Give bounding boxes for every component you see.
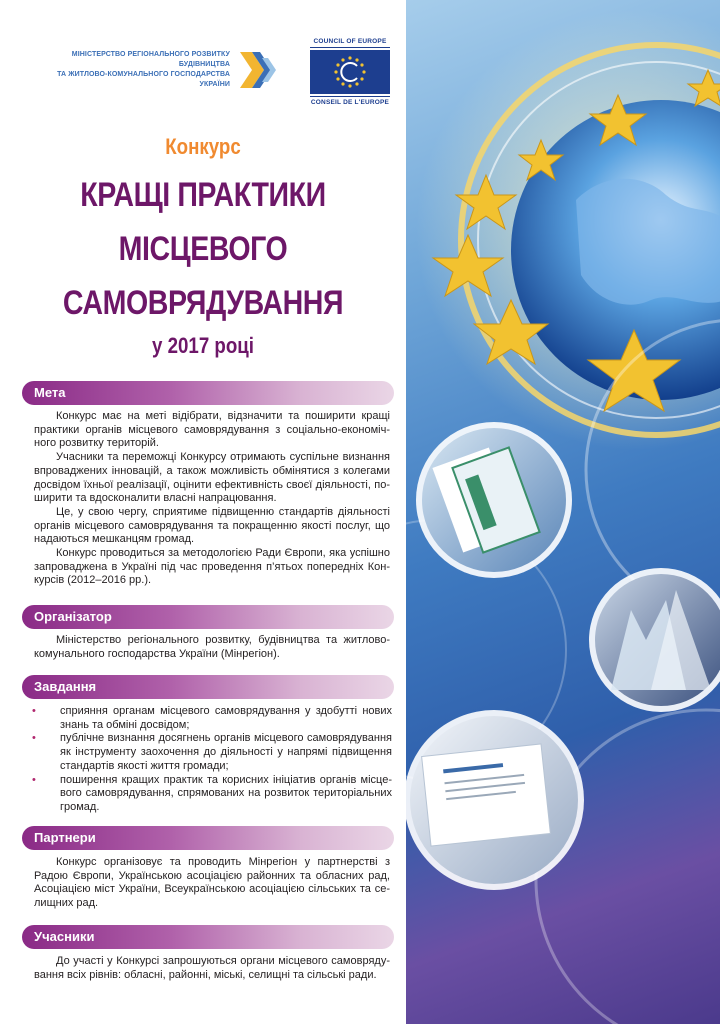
partners-text: Конкурс організовує та проводить Мінрегіон у партнерстві з Радою Європи, Українською асоціацією районних та обласних рад, Асоціацією міст України, Всеукраїнською асоціацією сільських та селищних рад. <box>34 856 390 910</box>
goal-paragraph: Конкурс має на меті відібрати, відзначити та поширити кращі практики органів місцевого самоврядування з соціально-економічного розвитку територій. <box>34 410 390 450</box>
title-line-2: МІСЦЕВОГО <box>118 230 288 268</box>
photo-award-trophy <box>589 568 720 712</box>
coe-flag-icon <box>310 50 390 94</box>
decorative-artwork <box>406 0 720 1024</box>
tasks-list <box>30 705 392 815</box>
decorative-panel <box>406 0 720 1024</box>
list-item: • поширення кращих практик та корисних ініціатив органів місцевого самоврядування, спрямованих на розвиток територіальних громад. <box>30 774 392 815</box>
ministry-name: МІНІСТЕРСТВО РЕГІОНАЛЬНОГО РОЗВИТКУ БУДІВНИЦТВА ТА ЖИТЛОВО-КОМУНАЛЬНОГО ГОСПОДАРСТВА УКРАЇНИ <box>57 51 230 88</box>
title-line-3: САМОВРЯДУВАННЯ <box>62 284 344 322</box>
goal-text <box>34 410 390 588</box>
goal-paragraph: Конкурс проводиться за методологією Ради Європи, яка успішно запроваджена в Україні під час проведення п’ятьох попередніх Конкурсів (2012–2016 рр.). <box>34 547 390 587</box>
section-heading-tasks: Завдання <box>22 675 394 699</box>
goal-paragraph: Це, у свою чергу, сприятиме підвищенню стандартів діяльності органів місцевого самоврядування та покращенню якості послуг, що надаються мешканцям громад. <box>34 505 390 546</box>
council-of-europe-logo: COUNCIL OF EUROPE CONSEIL DE L'EUROPE <box>310 38 390 106</box>
photo-brochure <box>416 422 572 578</box>
section-heading-participants: Учасники <box>22 925 394 949</box>
section-heading-partners: Партнери <box>22 826 394 850</box>
contest-label: Конкурс <box>165 134 241 159</box>
title-line-1: КРАЩІ ПРАКТИКИ <box>80 176 326 214</box>
section-heading-organizer: Організатор <box>22 605 394 629</box>
photo-diploma <box>406 710 584 890</box>
ministry-chevron-icon <box>238 48 278 92</box>
participants-text: До участі у Конкурсі запрошуються органи місцевого самоврядування всіх рівнів: обласні, районні, міські, селищні та сільські ради. <box>34 955 390 981</box>
ministry-logo <box>30 44 270 104</box>
organizer-text: Міністерство регіонального розвитку, будівництва та житлово-комунального господарства України (Мінрегіон). <box>34 634 390 660</box>
goal-paragraph: Учасники та переможці Конкурсу отримають суспільне визнання впроваджених інновацій, а також можливість обмінятися з колегами досвідом їхньої реалізації, оцінити ефективність своєї діяльності, поширити та вдосконалити власні напрацювання. <box>34 451 390 505</box>
list-item: • сприяння органам місцевого самоврядування у здобутті нових знань та обміні досвідом; <box>30 705 392 732</box>
contest-year: у 2017 році <box>152 333 254 358</box>
section-heading-goal: Мета <box>22 381 394 405</box>
list-item: • публічне визнання досягнень органів місцевого самоврядування як інструменту заохочення до діяльності у напрямі підвищення стандартів якості життя громади; <box>30 732 392 773</box>
